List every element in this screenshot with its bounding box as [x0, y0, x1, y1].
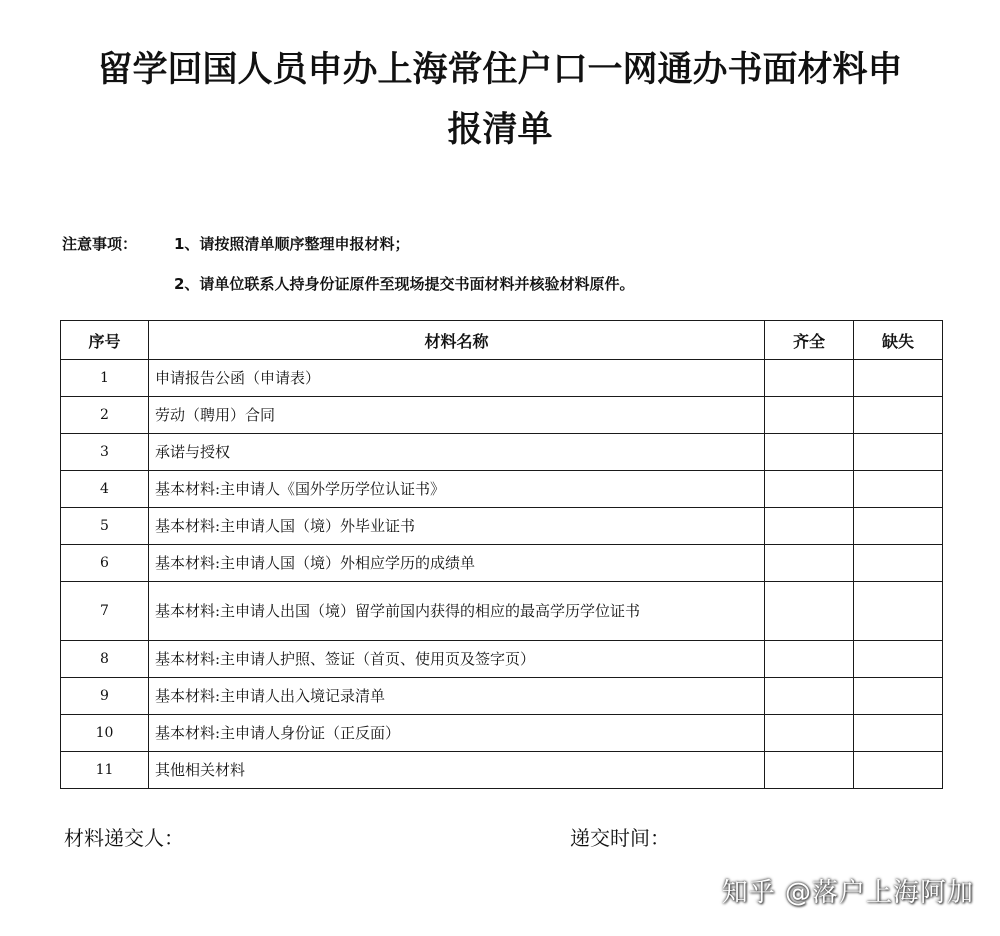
- header-no: 序号: [61, 321, 149, 360]
- complete-cell: [765, 360, 854, 397]
- document-title-line-2: 报清单: [447, 110, 553, 150]
- complete-cell: [765, 582, 854, 641]
- row-name: 承诺与授权: [149, 434, 765, 471]
- table-row: [61, 397, 943, 434]
- row-name: 基本材料:主申请人国（境）外相应学历的成绩单: [149, 545, 765, 582]
- row-no: 10: [61, 715, 149, 752]
- table-row: [61, 752, 943, 789]
- table-row: [61, 582, 943, 641]
- complete-cell: [765, 471, 854, 508]
- table-row: [61, 715, 943, 752]
- row-name: 基本材料:主申请人出国（境）留学前国内获得的相应的最高学历学位证书: [149, 582, 765, 641]
- row-no: 6: [61, 545, 149, 582]
- missing-cell: [854, 471, 943, 508]
- complete-cell: [765, 508, 854, 545]
- table-row: [61, 360, 943, 397]
- notes-label: 注意事项：: [62, 235, 138, 253]
- header-name: 材料名称: [149, 321, 765, 360]
- row-name: 其他相关材料: [149, 752, 765, 789]
- missing-cell: [854, 360, 943, 397]
- table-row: [61, 545, 943, 582]
- row-no: 7: [61, 582, 149, 641]
- row-name: 劳动（聘用）合同: [149, 397, 765, 434]
- table-row: [61, 434, 943, 471]
- missing-cell: [854, 641, 943, 678]
- missing-cell: [854, 397, 943, 434]
- note-item-2: 2、请单位联系人持身份证原件至现场提交书面材料并核验材料原件。: [174, 275, 635, 293]
- missing-cell: [854, 715, 943, 752]
- row-name: 申请报告公函（申请表）: [149, 360, 765, 397]
- row-no: 5: [61, 508, 149, 545]
- table-row: [61, 471, 943, 508]
- table-row: [61, 641, 943, 678]
- missing-cell: [854, 582, 943, 641]
- materials-checklist-table: [60, 320, 943, 789]
- missing-cell: [854, 678, 943, 715]
- table-row: [61, 678, 943, 715]
- complete-cell: [765, 434, 854, 471]
- missing-cell: [854, 752, 943, 789]
- complete-cell: [765, 545, 854, 582]
- row-no: 11: [61, 752, 149, 789]
- row-name: 基本材料:主申请人身份证（正反面）: [149, 715, 765, 752]
- submission-time-label: 递交时间：: [570, 826, 670, 850]
- header-missing: 缺失: [854, 321, 943, 360]
- table-header-row: [61, 321, 943, 360]
- row-name: 基本材料:主申请人护照、签证（首页、使用页及签字页）: [149, 641, 765, 678]
- note-item-1: 1、请按照清单顺序整理申报材料；: [174, 235, 410, 253]
- row-no: 9: [61, 678, 149, 715]
- row-no: 2: [61, 397, 149, 434]
- document-title-line-1: 留学回国人员申办上海常住户口一网通办书面材料申: [97, 50, 903, 90]
- row-no: 3: [61, 434, 149, 471]
- row-name: 基本材料:主申请人《国外学历学位认证书》: [149, 471, 765, 508]
- complete-cell: [765, 641, 854, 678]
- header-complete: 齐全: [765, 321, 854, 360]
- missing-cell: [854, 545, 943, 582]
- missing-cell: [854, 434, 943, 471]
- row-no: 4: [61, 471, 149, 508]
- row-name: 基本材料:主申请人国（境）外毕业证书: [149, 508, 765, 545]
- complete-cell: [765, 397, 854, 434]
- complete-cell: [765, 752, 854, 789]
- missing-cell: [854, 508, 943, 545]
- table-row: [61, 508, 943, 545]
- row-name: 基本材料:主申请人出入境记录清单: [149, 678, 765, 715]
- row-no: 8: [61, 641, 149, 678]
- complete-cell: [765, 678, 854, 715]
- row-no: 1: [61, 360, 149, 397]
- watermark: 知乎 @落户上海阿加: [721, 878, 974, 908]
- complete-cell: [765, 715, 854, 752]
- submitter-label: 材料递交人：: [64, 826, 184, 850]
